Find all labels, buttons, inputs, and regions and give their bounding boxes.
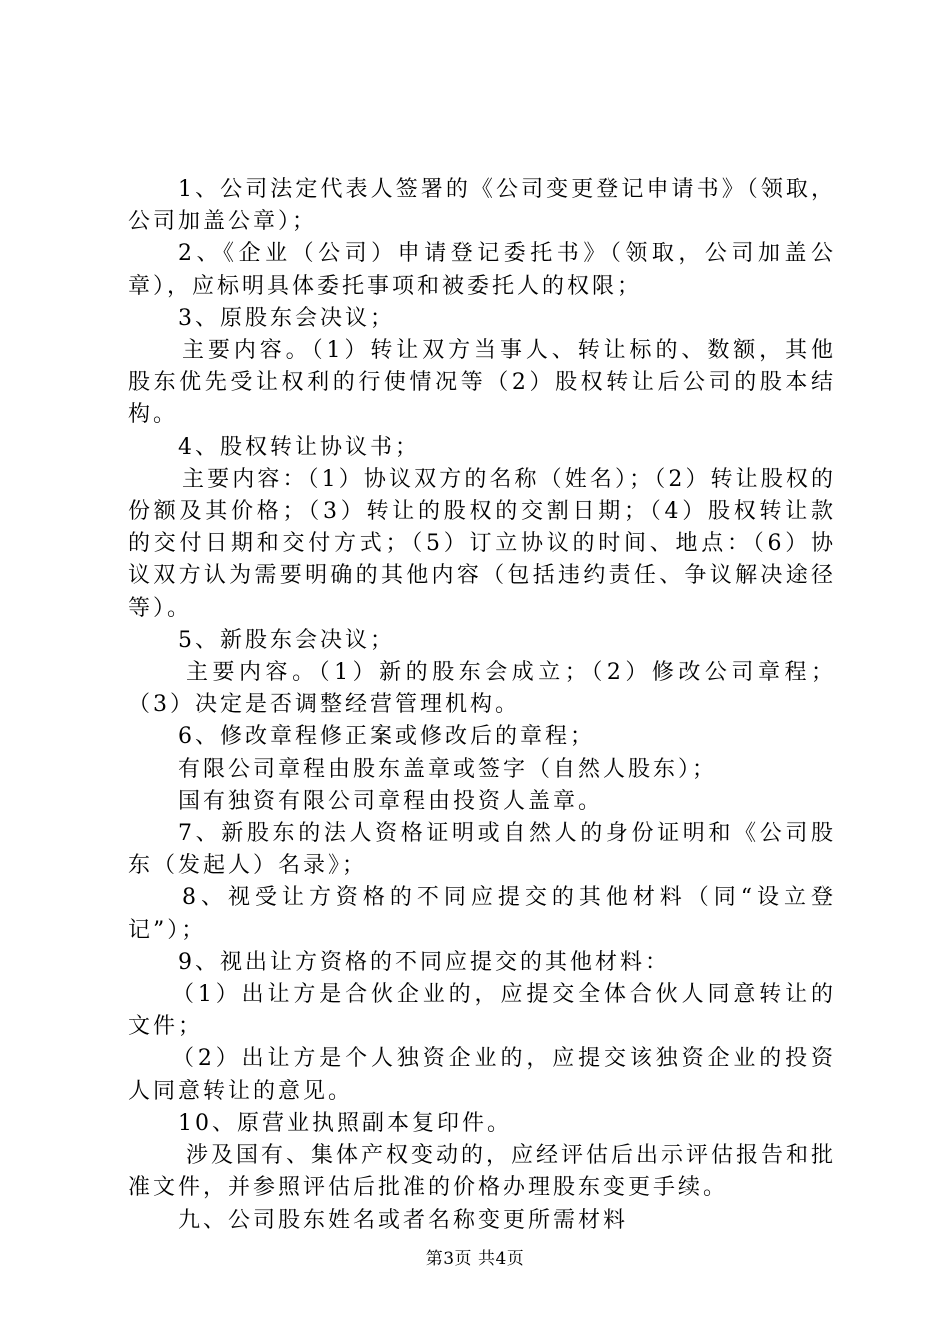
paragraph-item-1: 1、公司法定代表人签署的《公司变更登记申请书》（领取，公司加盖公章）； bbox=[128, 177, 836, 235]
paragraph-item-3: 3、原股东会决议； bbox=[178, 305, 395, 331]
paragraph-item-7: 7、新股东的法人资格证明或自然人的身份证明和《公司股东（发起人）名录》； bbox=[128, 821, 836, 879]
paragraph-item-2: 2、《企业（公司）申请登记委托书》（领取，公司加盖公章），应标明具体委托事项和被委托人的权限； bbox=[128, 241, 836, 299]
paragraph-item-9-sub-2: （2）出让方是个人独资企业的，应提交该独资企业的投资人同意转让的意见。 bbox=[128, 1046, 836, 1104]
paragraph-note-state-assets: 涉及国有、集体产权变动的，应经评估后出示评估报告和批准文件，并参照评估后批准的价格办理股东变更手续。 bbox=[128, 1143, 837, 1201]
paragraph-item-4-content: 主要内容：（1）协议双方的名称（姓名）；（2）转让股权的份额及其价格；（3）转让的股权的交割日期；（4）股权转让款的交付日期和交付方式；（5）订立协议的时间、地点：（6）协议双方认为需要明确的其他内容（包括违约责任、争议解决途径等）。 bbox=[128, 466, 836, 621]
paragraph-item-3-content: 主要内容。（1）转让双方当事人、转让标的、数额，其他股东优先受让权利的行使情况等（2）股权转让后公司的股本结构。 bbox=[128, 338, 836, 428]
paragraph-item-6-limited: 有限公司章程由股东盖章或签字（自然人股东）； bbox=[178, 756, 718, 782]
paragraph-item-9: 9、视出让方资格的不同应提交的其他材料： bbox=[178, 949, 670, 975]
paragraph-item-4: 4、股权转让协议书； bbox=[178, 434, 420, 460]
paragraph-item-8: 8、视受让方资格的不同应提交的其他材料（同“设立登记”）； bbox=[128, 885, 836, 943]
paragraph-item-5-content: 主要内容。（1）新的股东会成立；（2）修改公司章程；（3）决定是否调整经营管理机构。 bbox=[128, 660, 836, 718]
document-body bbox=[128, 174, 836, 1237]
paragraph-item-6: 6、修改章程修正案或修改后的章程； bbox=[178, 724, 595, 750]
paragraph-item-5: 5、新股东会决议； bbox=[178, 627, 395, 653]
page-number-footer: 第3页 共4页 bbox=[425, 1249, 525, 1269]
paragraph-item-9-sub-1: （1）出让方是合伙企业的，应提交全体合伙人同意转让的文件； bbox=[128, 982, 836, 1040]
section-heading-nine: 九、公司股东姓名或者名称变更所需材料 bbox=[178, 1207, 629, 1233]
paragraph-item-6-state: 国有独资有限公司章程由投资人盖章。 bbox=[178, 788, 604, 814]
paragraph-item-10: 10、原营业执照副本复印件。 bbox=[178, 1110, 512, 1136]
